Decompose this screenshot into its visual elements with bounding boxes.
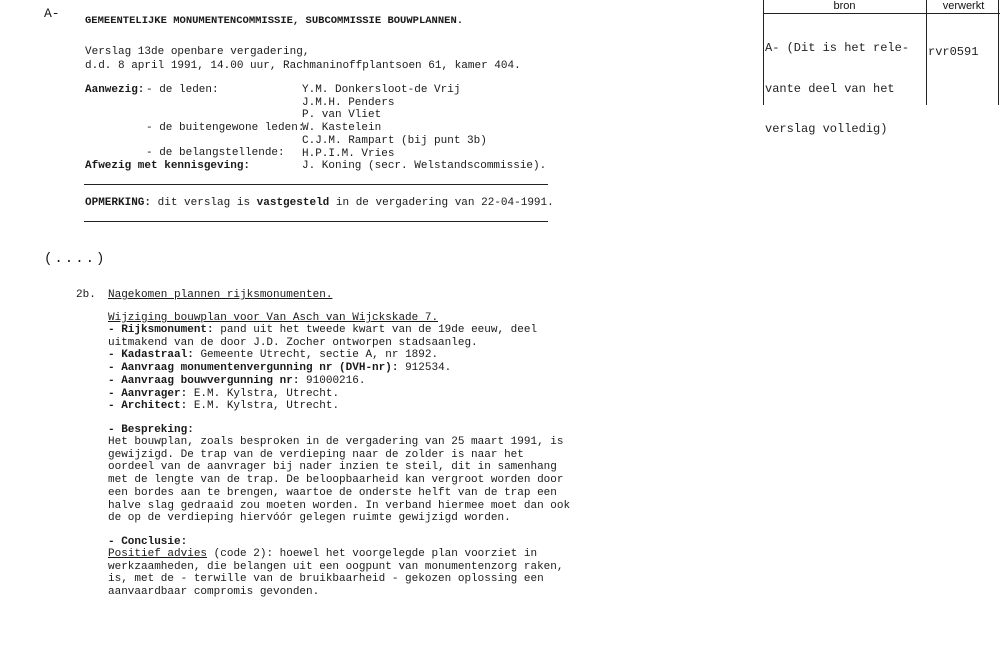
corner-mark: A-: [44, 6, 60, 21]
conclusion-line: werkzaamheden, die belangen uit een oogpunt van monumentenzorg raken,: [108, 560, 564, 573]
conclusion-line: is, met de - terwille van de bruikbaarheid - gekozen oplossing een: [108, 573, 544, 586]
discussion-line: halve slag gedraaid zou moeten worden. In verband hiermee moet dan ook: [108, 499, 571, 512]
remark-text-after: in de vergadering van 22-04-1991.: [335, 197, 554, 209]
ellipsis: (....): [44, 251, 107, 267]
member-name: Y.M. Donkersloot-de Vrij: [302, 84, 461, 96]
present-label: Aanwezig:: [85, 84, 145, 96]
discussion-line: Het bouwplan, zoals besproken in de vergadering van 25 maart 1991, is: [108, 436, 564, 448]
conclusion-line: aanvaardbaar compromis gevonden.: [108, 586, 320, 599]
detail-row: - Rijksmonument: pand uit het tweede kwart van de 19de eeuw, deel: [108, 324, 538, 336]
role-label: - de leden:: [146, 84, 219, 96]
item-title: Nagekomen plannen rijksmonumenten.: [108, 289, 333, 301]
bron-line: verslag volledig): [765, 122, 888, 136]
bron-cell: [765, 15, 909, 164]
divider-top: [84, 184, 548, 185]
remark-text: dit verslag is: [157, 197, 251, 209]
column-header-verwerkt: verwerkt: [942, 0, 985, 12]
discussion-line: een bordes aan te brengen, waartoe de onderste helft van de trap een: [108, 486, 557, 499]
conclusion-body: [108, 548, 563, 599]
detail-row: - Aanvraag monumentenvergunning nr (DVH-nr): 912534.: [108, 362, 452, 375]
verwerkt-cell: rvr0591: [928, 45, 979, 59]
document-title: GEMEENTELIJKE MONUMENTENCOMMISSIE, SUBCOMMISSIE BOUWPLANNEN.: [85, 15, 464, 27]
item-subtitle: Wijziging bouwplan voor Van Asch van Wijckskade 7.: [108, 312, 439, 324]
detail-row: - Aanvraag bouwvergunning nr: 91000216.: [108, 374, 366, 387]
member-name: J.M.H. Penders: [302, 96, 395, 109]
member-name: W. Kastelein: [302, 122, 382, 135]
discussion-body: [108, 436, 570, 525]
source-table: [763, 0, 1000, 136]
conclusion-line: Positief advies (code 2): hoewel het voorgelegde plan voorziet in: [108, 548, 538, 560]
conclusion-label: - Conclusie:: [108, 536, 188, 548]
member-name: P. van Vliet: [302, 109, 382, 122]
bron-line: A- (Dit is het rele-: [765, 41, 910, 55]
absent-name: J. Koning (secr. Welstandscommissie).: [302, 160, 547, 173]
remark-bold-word: vastgesteld: [256, 197, 330, 209]
role-label: - de buitengewone leden:: [146, 122, 305, 135]
discussion-line: oordeel van de aanvrager bij nader inzien te steil, dit in samenhang: [108, 461, 557, 474]
meeting-line: Verslag 13de openbare vergadering,: [85, 46, 310, 58]
divider-bottom: [84, 221, 548, 222]
date-line: d.d. 8 april 1991, 14.00 uur, Rachmaninoffplantsoen 61, kamer 404.: [85, 60, 521, 72]
member-name: H.P.I.M. Vries: [302, 147, 395, 160]
member-name: C.J.M. Rampart (bij punt 3b): [302, 134, 487, 147]
remark: [85, 197, 554, 209]
column-header-bron: bron: [833, 0, 856, 12]
discussion-label: - Bespreking:: [108, 424, 194, 436]
discussion-line: gewijzigd. De trap van de verdieping naar de zolder is naar het: [108, 448, 524, 461]
attendance-labels: [146, 84, 304, 160]
bron-line: vante deel van het: [765, 81, 895, 96]
item-details: [108, 324, 537, 413]
role-label: - de belangstellende:: [146, 147, 285, 160]
discussion-line: de op de verdieping hiervóór gelegen ruimte gewijzigd worden.: [108, 512, 511, 525]
discussion-line: met de lengte van de trap. De beloopbaarheid kan vergroot worden door: [108, 474, 564, 487]
absent-label: Afwezig met kennisgeving:: [85, 160, 251, 172]
detail-row: - Architect: E.M. Kylstra, Utrecht.: [108, 400, 340, 413]
detail-row: - Aanvrager: E.M. Kylstra, Utrecht.: [108, 387, 340, 400]
detail-row: uitmakend van de door J.D. Zocher ontworpen stadsaanleg.: [108, 336, 478, 349]
remark-label: OPMERKING:: [85, 197, 152, 209]
advice-label: Positief advies: [108, 548, 208, 560]
attendance-names: [302, 84, 546, 173]
detail-row: - Kadastraal: Gemeente Utrecht, sectie A, nr 1892.: [108, 349, 439, 362]
item-number: 2b.: [76, 289, 96, 301]
